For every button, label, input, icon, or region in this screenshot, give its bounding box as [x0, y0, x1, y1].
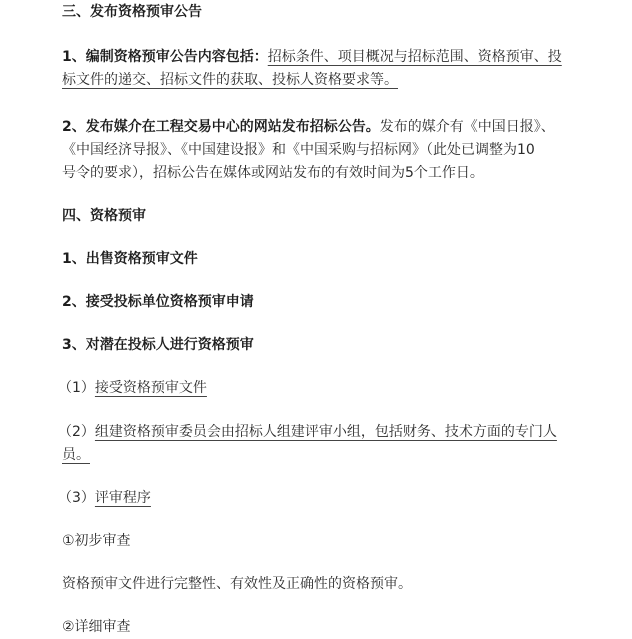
sub-item-2-number: （2）	[58, 424, 95, 440]
section-4-item-3: 3、对潜在投标人进行资格预审	[62, 337, 254, 353]
sub-item-1-text: 接受资格预审文件	[94, 380, 207, 396]
sub-item-2-text: 组建资格预审委员会由招标人组建评审小组，包括财务、技术方面的专门人	[94, 424, 557, 440]
section-4-heading: 四、资格预审	[62, 208, 146, 224]
item-2-text: 发布的媒介有《中国日报》、	[379, 119, 555, 135]
item-1-lead: 1、编制资格预审公告内容包括：	[62, 49, 268, 65]
step-2-heading: ②详细审查	[62, 619, 131, 635]
item-2-lead: 2、发布媒介在工程交易中心的网站发布招标公告。	[62, 119, 380, 135]
sub-item-3-number: （3）	[58, 490, 95, 506]
section-3-item-1-line-2: 标文件的递交、招标文件的获取、投标人资格要求等。	[62, 72, 398, 88]
section-4-item-1: 1、出售资格预审文件	[62, 251, 198, 267]
section-3-item-2-line-3: 号令的要求），招标公告在媒体或网站发布的有效时间为5个工作日。	[62, 165, 484, 181]
section-3-item-2-line-1	[62, 117, 555, 137]
section-3-item-1-line-1	[62, 47, 562, 67]
step-1-heading: ①初步审查	[62, 533, 131, 549]
sub-item-1-number: （1）	[58, 380, 95, 396]
sub-item-3	[58, 488, 151, 508]
item-1-text: 招标条件、项目概况与招标范围、资格预审、投	[267, 49, 562, 65]
section-4-item-2: 2、接受投标单位资格预审申请	[62, 294, 254, 310]
section-3-item-2-line-2: 《中国经济导报》、《中国建设报》和《中国采购与招标网》（此处已调整为10	[62, 142, 535, 158]
sub-item-2-line-2: 员。	[62, 447, 90, 463]
step-1-description: 资格预审文件进行完整性、有效性及正确性的资格预审。	[62, 576, 412, 592]
sub-item-3-text: 评审程序	[94, 490, 151, 506]
section-3-heading: 三、发布资格预审公告	[62, 4, 202, 20]
sub-item-2-line-1	[58, 422, 557, 442]
sub-item-1	[58, 378, 207, 398]
